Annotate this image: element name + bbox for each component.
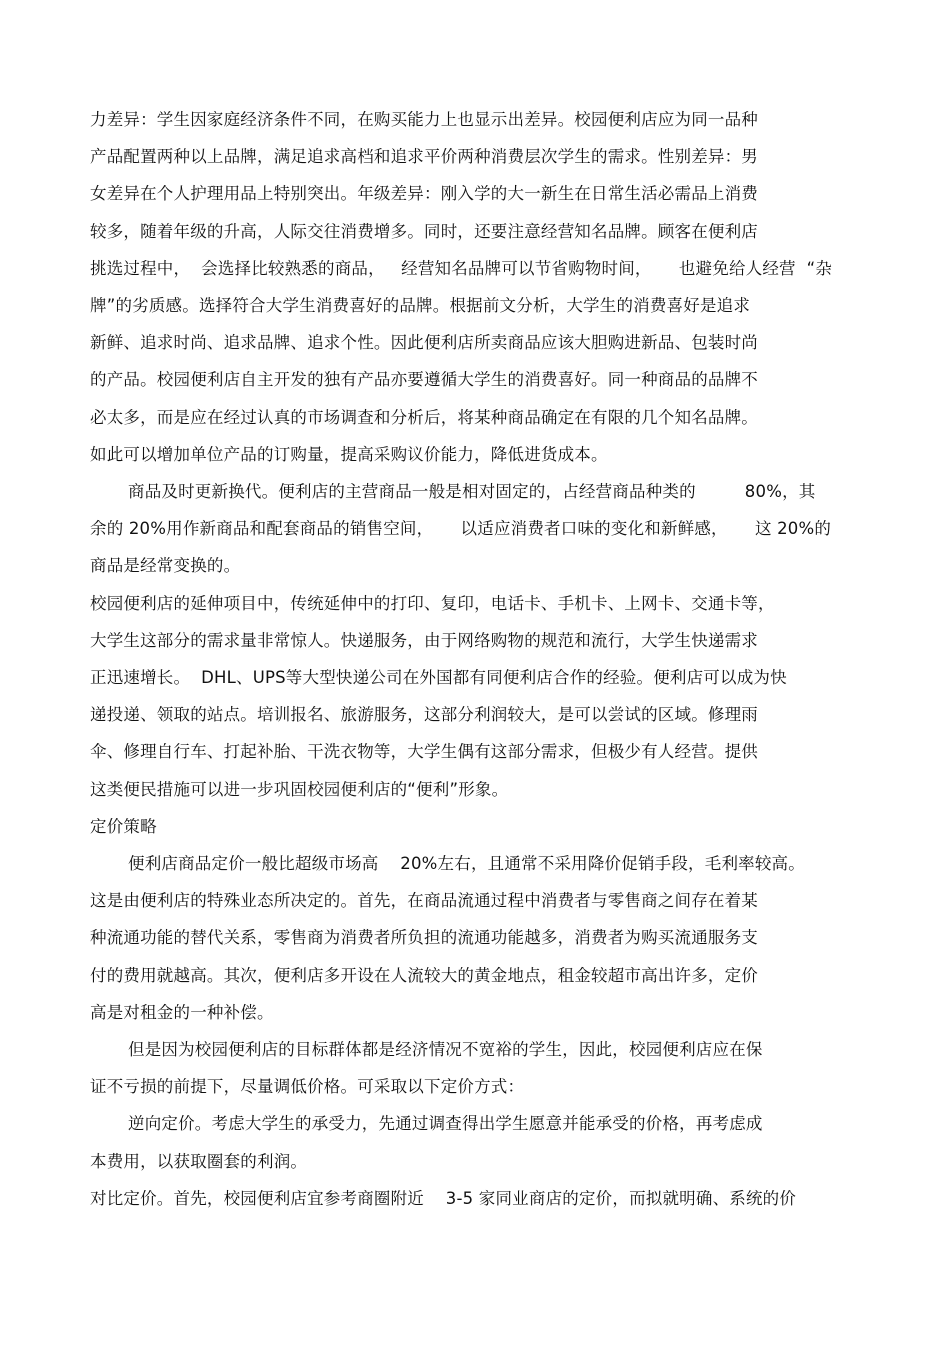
text-line: 高是对租金的一种补偿。 (90, 1002, 274, 1022)
text-line: 证不亏损的前提下，尽量调低价格。可采取以下定价方式： (90, 1077, 525, 1097)
text-line: 较多，随着年级的升高，人际交往消费增多。同时，还要注意经营知名品牌。顾客在便利店 (90, 221, 758, 241)
text-line: 商品及时更新换代。便利店的主营商品一般是相对固定的，占经营商品种类的 80%，其 (128, 482, 816, 501)
text-line: 商品是经常变换的。 (90, 556, 241, 576)
text-line: 种流通功能的替代关系，零售商为消费者所负担的流通功能越多，消费者为购买流通服务支 (90, 928, 758, 948)
text-line: 必太多，而是应在经过认真的市场调查和分析后，将某种商品确定在有限的几个知名品牌。 (90, 407, 758, 427)
text-line: 新鲜、追求时尚、追求品牌、追求个性。因此便利店所卖商品应该大胆购进新品、包装时尚 (90, 333, 758, 353)
text-line: 递投递、领取的站点。培训报名、旅游服务，这部分利润较大，是可以尝试的区域。修理雨 (90, 705, 758, 725)
text-line: 产品配置两种以上品牌，满足追求高档和追求平价两种消费层次学生的需求。性别差异：男 (90, 147, 758, 167)
text-line: 余的 20%用作新商品和配套商品的销售空间， 以适应消费者口味的变化和新鲜感， 这 20%的 (90, 519, 832, 539)
text-line: 对比定价。首先，校园便利店宜参考商圈附近 3-5 家同业商店的定价，而拟就明确、系统的价 (90, 1188, 797, 1208)
text-line: 定价策略 (90, 816, 157, 836)
text-line: 伞、修理自行车、打起补胎、干洗衣物等，大学生偶有这部分需求，但极少有人经营。提供 (90, 742, 758, 762)
text-line: 这类便民措施可以进一步巩固校园便利店的“便利”形象。 (90, 779, 509, 799)
text-line: 付的费用就越高。其次，便利店多开设在人流较大的黄金地点，租金较超市高出许多，定价 (90, 965, 758, 985)
text-line: 逆向定价。考虑大学生的承受力，先通过调查得出学生愿意并能承受的价格，再考虑成 (128, 1114, 763, 1134)
text-line: 本费用，以获取圈套的利润。 (90, 1151, 308, 1171)
text-line: 女差异在个人护理用品上特别突出。年级差异：刚入学的大一新生在日常生活必需品上消费 (90, 184, 758, 204)
text-line: 的产品。校园便利店自主开发的独有产品亦要遵循大学生的消费喜好。同一种商品的品牌不 (90, 370, 758, 390)
text-line: 正迅速增长。 DHL、UPS等大型快递公司在外国都有同便利店合作的经验。便利店可以成为快 (90, 668, 787, 687)
text-line: 牌”的劣质感。选择符合大学生消费喜好的品牌。根据前文分析，大学生的消费喜好是追求 (90, 296, 751, 315)
text-line: 大学生这部分的需求量非常惊人。快递服务，由于网络购物的规范和流行，大学生快递需求 (90, 630, 758, 650)
text-line: 但是因为校园便利店的目标群体都是经济情况不宽裕的学生，因此，校园便利店应在保 (128, 1040, 763, 1059)
text-line: 力差异：学生因家庭经济条件不同，在购买能力上也显示出差异。校园便利店应为同一品种 (90, 110, 758, 129)
text-line: 挑选过程中， 会选择比较熟悉的商品， 经营知名品牌可以节省购物时间， 也避免给人经营 “杂 (90, 258, 833, 278)
text-line: 便利店商品定价一般比超级市场高 20%左右，且通常不采用降价促销手段，毛利率较高。 (128, 854, 805, 873)
text-line: 这是由便利店的特殊业态所决定的。首先，在商品流通过程中消费者与零售商之间存在着某 (90, 891, 758, 911)
text-line: 校园便利店的延伸项目中，传统延伸中的打印、复印，电话卡、手机卡、上网卡、交通卡等， (90, 593, 775, 613)
text-line: 如此可以增加单位产品的订购量，提高采购议价能力，降低进货成本。 (90, 444, 608, 464)
